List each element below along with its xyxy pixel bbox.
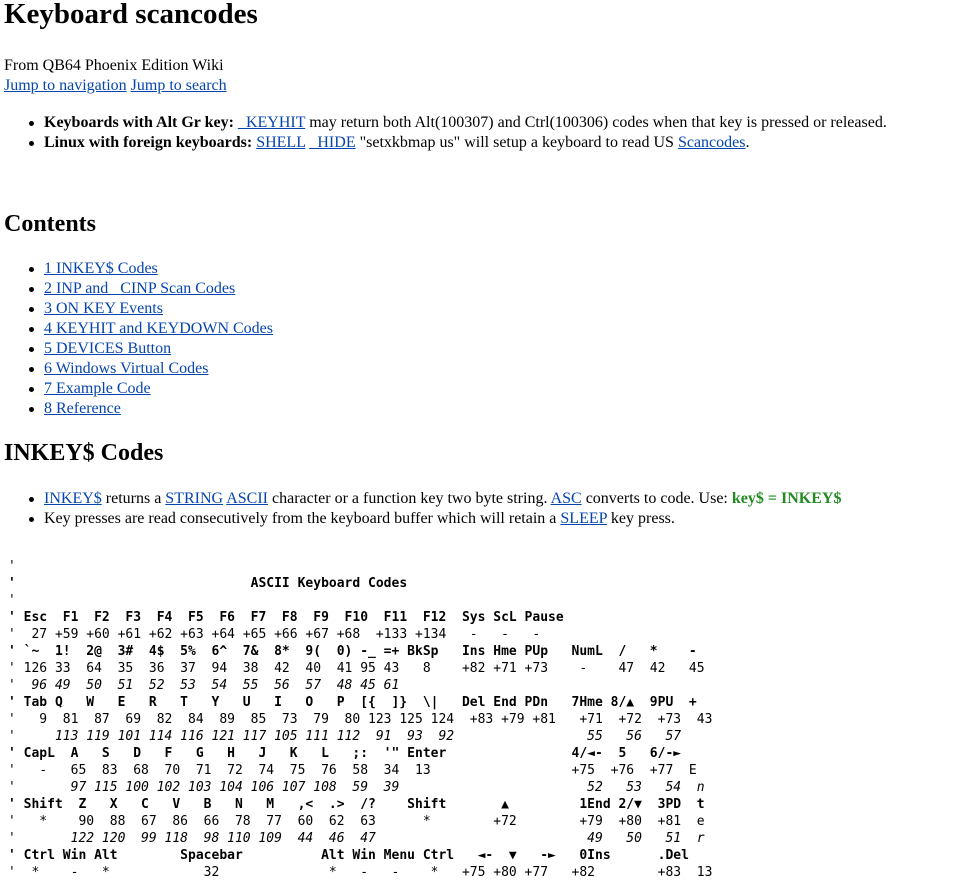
toc-link-reference[interactable]: 8 Reference [44, 400, 121, 417]
toc-link-on-key-events[interactable]: 3 ON KEY Events [44, 300, 163, 317]
toc-item [44, 279, 273, 299]
text: returns a [101, 490, 166, 507]
toc-item [44, 399, 273, 419]
note-text: may return both Alt(100307) and Ctrl(100306) codes when that key is pressed or released. [305, 114, 887, 131]
keyboard-line: ' 27 +59 +60 +61 +62 +63 +64 +65 +66 +67 +68 +133 +134 - - - [8, 627, 541, 642]
shell-link[interactable]: SHELL [256, 134, 306, 151]
toc-link-example-code[interactable]: 7 Example Code [44, 380, 151, 397]
ascii-keyboard-codes-table [8, 558, 712, 881]
toc-item [44, 339, 273, 359]
keyboard-line: ' - 65 83 68 70 71 72 74 75 76 58 34 13 +75 +76 +77 E [8, 763, 697, 778]
jump-to-navigation-link[interactable]: Jump to navigation [4, 77, 127, 94]
inkey-link[interactable]: INKEY$ [44, 490, 102, 507]
text: converts to code. Use: [581, 490, 732, 507]
text: Key presses are read consecutively from the keyboard buffer which will retain a [44, 510, 561, 527]
note-linux [44, 133, 887, 153]
toc-item [44, 259, 273, 279]
inkey-list [44, 489, 841, 529]
keyboard-line: ' 122 120 99 118 98 110 109 44 46 47 49 50 51 r [8, 831, 705, 846]
keyboard-line: ' [8, 559, 16, 574]
contents-heading: Contents [4, 211, 97, 237]
keyboard-line: ' Ctrl Win Alt Spacebar Alt Win Menu Ctrl ◄- ▼ -► 0Ins .Del [8, 848, 689, 863]
toc-item [44, 319, 273, 339]
inkey-bullet-1 [44, 489, 841, 509]
sleep-link[interactable]: SLEEP [560, 510, 607, 527]
keyboard-line: ' Tab Q W E R T Y U I O P [{ ]} \| Del End PDn 7Hme 8/▲ 9PU + [8, 695, 697, 710]
contents-list [44, 259, 273, 419]
keyboard-line: ' 113 119 101 114 116 121 117 105 111 112 91 93 92 55 56 57 [8, 729, 682, 744]
keyboard-line: ' * 90 88 67 86 66 78 77 60 62 63 * +72 +79 +80 +81 e [8, 814, 705, 829]
keyhit-link[interactable]: _KEYHIT [237, 114, 306, 131]
source-line: From QB64 Phoenix Edition Wiki [4, 57, 224, 74]
keyboard-line: ' 97 115 100 102 103 104 106 107 108 59 39 52 53 54 n [8, 780, 705, 795]
inkey-bullet-2 [44, 509, 841, 529]
note-end: . [745, 134, 750, 151]
page-title: Keyboard scancodes [4, 0, 258, 30]
note-altgr [44, 113, 887, 133]
toc-item [44, 359, 273, 379]
toc-link-inp-cinp[interactable]: 2 INP and _CINP Scan Codes [44, 280, 236, 297]
notes-list [44, 113, 887, 153]
toc-link-devices-button[interactable]: 5 DEVICES Button [44, 340, 172, 357]
toc-link-inkey-codes[interactable]: 1 INKEY$ Codes [44, 260, 158, 277]
note-label: Keyboards with Alt Gr key: [44, 114, 234, 131]
inkey-heading: INKEY$ Codes [4, 440, 164, 466]
keyboard-line: ' Shift Z X C V B N M ,< .> /? Shift ▲ 1End 2/▼ 3PD t [8, 797, 705, 812]
keyboard-line: ' Esc F1 F2 F3 F4 F5 F6 F7 F8 F9 F10 F11 F12 Sys ScL Pause [8, 610, 564, 625]
text: character or a function key two byte string. [267, 490, 551, 507]
keyboard-line: ' [8, 593, 16, 608]
note-text: "setxkbmap us" will setup a keyboard to read US [355, 134, 678, 151]
code-snippet: key$ = INKEY$ [731, 490, 842, 507]
keyboard-line: ' 9 81 87 69 82 84 89 85 73 79 80 123 125 124 +83 +79 +81 +71 +72 +73 43 [8, 712, 713, 727]
string-link[interactable]: STRING [165, 490, 224, 507]
ascii-link[interactable]: ASCII [226, 490, 268, 507]
keyboard-line: ' CapL A S D F G H J K L ;: '" Enter 4/◄- 5 6/-► [8, 746, 682, 761]
keyboard-line: ' * - * 32 * - - * +75 +80 +77 +82 +83 13 [8, 865, 713, 880]
note-label: Linux with foreign keyboards: [44, 134, 253, 151]
scancodes-link[interactable]: Scancodes [677, 134, 746, 151]
toc-link-windows-virtual[interactable]: 6 Windows Virtual Codes [44, 360, 209, 377]
jump-to-search-link[interactable]: Jump to search [130, 77, 227, 94]
toc-link-keyhit-keydown[interactable]: 4 KEYHIT and KEYDOWN Codes [44, 320, 273, 337]
jump-links [4, 77, 227, 95]
keyboard-line: ' 96 49 50 51 52 53 54 55 56 57 48 45 61 [8, 678, 400, 693]
keyboard-line: ' 126 33 64 35 36 37 94 38 42 40 41 95 43 8 +82 +71 +73 - 47 42 45 [8, 661, 705, 676]
keyboard-line: ' ASCII Keyboard Codes [8, 576, 408, 591]
hide-link[interactable]: _HIDE [309, 134, 356, 151]
toc-item [44, 379, 273, 399]
toc-item [44, 299, 273, 319]
keyboard-line: ' `~ 1! 2@ 3# 4$ 5% 6^ 7& 8* 9( 0) -_ =+ BkSp Ins Hme PUp NumL / * - [8, 644, 697, 659]
asc-link[interactable]: ASC [550, 490, 582, 507]
text: key press. [606, 510, 675, 527]
